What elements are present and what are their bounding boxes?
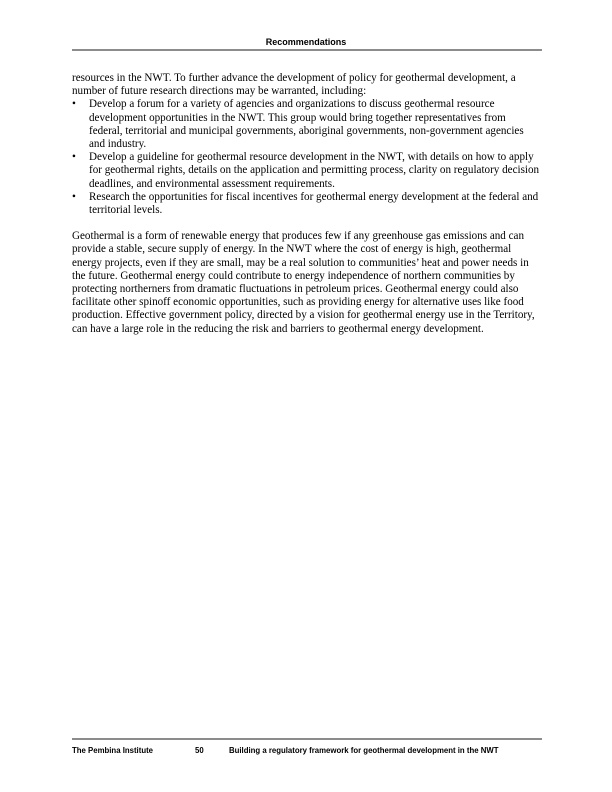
header-rule: [72, 49, 542, 51]
bullet-icon: •: [72, 151, 76, 164]
paragraph-spacer: [72, 217, 540, 230]
list-item: [72, 98, 540, 151]
list-item-text: Develop a forum for a variety of agencies and organizations to discuss geothermal resource development opportunities in the NWT. This group would bring together representatives from federal, territorial and municipal governments, aboriginal governments, non-government agencies and industry.: [89, 98, 524, 151]
bullet-icon: •: [72, 98, 76, 111]
list-item: [72, 191, 540, 217]
list-item: [72, 151, 540, 191]
list-item-text: Develop a guideline for geothermal resource development in the NWT, with details on how to apply for geothermal rights, details on the application and permitting process, clarity on regulatory decision deadlines, and environmental assessment requirements.: [89, 151, 540, 190]
list-item-text: Research the opportunities for fiscal incentives for geothermal energy development at the federal and territorial levels.: [89, 190, 539, 217]
intro-paragraph: resources in the NWT. To further advance the development of policy for geothermal development, a number of future research directions may be warranted, including:: [72, 72, 516, 98]
conclusion-paragraph: Geothermal is a form of renewable energy that produces few if any greenhouse gas emissions and can provide a stable, secure supply of energy. In the NWT where the cost of energy is high, geothermal energy projects, even if they are small, may be a real solution to communities’ heat and power needs in the future. Geothermal energy could contribute to energy independence of northern communities by protecting northerners from dramatic fluctuations in petroleum prices. Geothermal energy could also facilitate other spinoff economic opportunities, such as providing energy for alternative uses like food production. Effective government policy, directed by a vision for geothermal energy use in the Territory, can have a large role in the reducing the risk and barriers to geothermal energy development.: [72, 230, 535, 335]
recommendation-list: [72, 98, 540, 217]
page-body: [72, 72, 540, 336]
running-header-title: Recommendations: [265, 37, 347, 47]
footer-rule: [72, 738, 542, 740]
footer-page-number: 50: [195, 746, 204, 755]
footer-document-title: Building a regulatory framework for geothermal development in the NWT: [229, 746, 499, 755]
bullet-icon: •: [72, 190, 76, 203]
footer-organization: The Pembina Institute: [72, 746, 154, 755]
